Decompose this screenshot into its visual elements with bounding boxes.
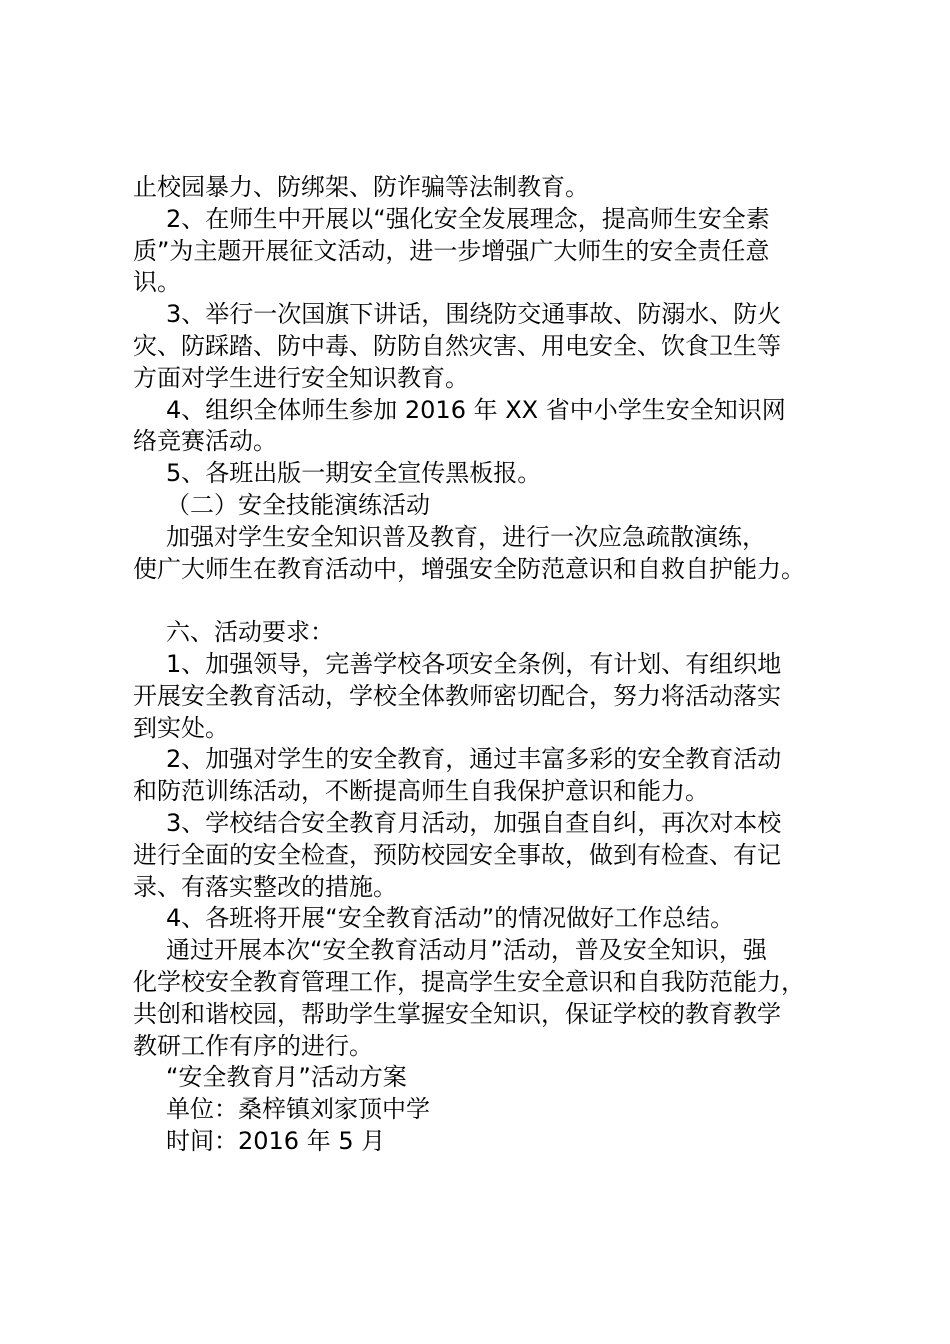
text-line: 1、加强领导，完善学校各项安全条例，有计划、有组织地	[166, 649, 782, 678]
text-line: 教研工作有序的进行。	[133, 1031, 373, 1060]
section-heading: （二）安全技能演练活动	[166, 490, 430, 519]
text-line: 质”为主题开展征文活动，进一步增强广大师生的安全责任意	[133, 236, 770, 265]
text-line: 灾、防踩踏、防中毒、防防自然灾害、用电安全、饮食卫生等	[133, 331, 781, 360]
text-line: 加强对学生安全知识普及教育，进行一次应急疏散演练，	[166, 522, 766, 551]
text-line: 2、加强对学生的安全教育，通过丰富多彩的安全教育活动	[166, 745, 782, 774]
text-line: 到实处。	[133, 713, 229, 742]
text-line: 化学校安全教育管理工作，提高学生安全意识和自我防范能力，	[133, 967, 805, 996]
section-heading: 六、活动要求：	[166, 618, 334, 647]
text-line: 通过开展本次“安全教育活动月”活动，普及安全知识，强	[166, 936, 767, 965]
text-line: 识。	[133, 268, 181, 297]
text-line: 和防范训练活动，不断提高师生自我保护意识和能力。	[133, 777, 709, 806]
paragraph-gap	[133, 585, 843, 617]
document-page	[133, 172, 843, 1158]
text-line: 络竞赛活动。	[133, 427, 277, 456]
text-line: 3、学校结合安全教育月活动，加强自查自纠，再次对本校	[166, 808, 782, 837]
document-title: “安全教育月”活动方案	[166, 1063, 407, 1092]
text-line: 4、各班将开展“安全教育活动”的情况做好工作总结。	[166, 904, 735, 933]
text-line: 止校园暴力、防绑架、防诈骗等法制教育。	[133, 173, 589, 201]
text-line: 录、有落实整改的措施。	[133, 872, 397, 901]
organization-line: 单位：桑梓镇刘家顶中学	[166, 1095, 430, 1124]
text-line: 3、举行一次国旗下讲话，围绕防交通事故、防溺水、防火	[166, 300, 782, 329]
text-line: 共创和谐校园，帮助学生掌握安全知识，保证学校的教育教学	[133, 999, 781, 1028]
text-line: 方面对学生进行安全知识教育。	[133, 363, 469, 392]
text-line: 4、组织全体师生参加 2016 年 XX 省中小学生安全知识网	[166, 395, 786, 424]
text-line: 使广大师生在教育活动中，增强安全防范意识和自救自护能力。	[133, 554, 805, 583]
text-line: 开展安全教育活动，学校全体教师密切配合，努力将活动落实	[133, 681, 781, 710]
text-line: 2、在师生中开展以“强化安全发展理念，提高师生安全素	[166, 204, 770, 233]
date-line: 时间：2016 年 5 月	[166, 1126, 386, 1155]
text-line: 进行全面的安全检查，预防校园安全事故，做到有检查、有记	[133, 840, 781, 869]
text-line: 5、各班出版一期安全宣传黑板报。	[166, 459, 542, 488]
